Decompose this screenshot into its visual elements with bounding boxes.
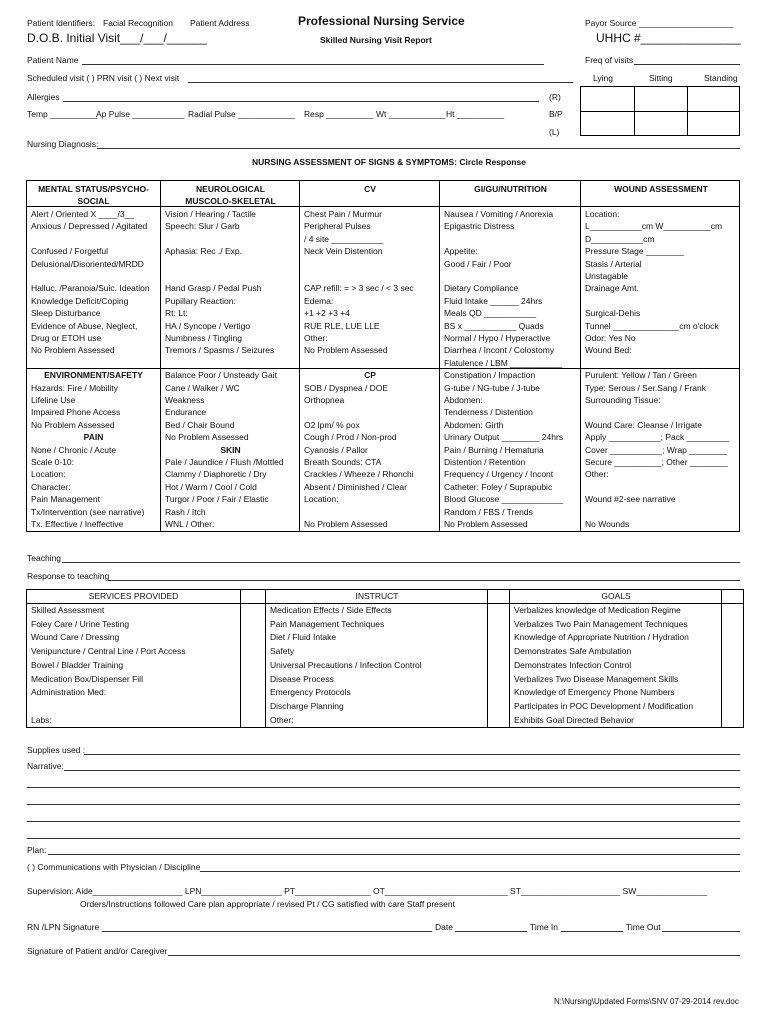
assessment-item[interactable]: Confused / Forgetful	[31, 246, 109, 257]
teaching-line[interactable]	[62, 562, 740, 563]
assessment-item[interactable]: Nausea / Vomiting / Anorexia	[444, 209, 554, 219]
instruct-item[interactable]: Pain Management Techniques	[270, 618, 385, 629]
assessment-item[interactable]: Stasis / Arterial	[585, 258, 642, 269]
col-mental-status	[27, 181, 160, 531]
next-visit-line[interactable]	[188, 82, 573, 83]
goals-item[interactable]: Knowledge of Emergency Phone Numbers	[514, 687, 675, 698]
col-header: MUSCOLO-SKELETAL	[185, 196, 276, 206]
time-out-label: Time Out	[626, 922, 661, 932]
response-teaching-label: Response to teaching	[27, 571, 110, 581]
allergies-label: Allergies	[27, 92, 60, 102]
facial-recognition-label: Facial Recognition	[103, 18, 173, 28]
communications-label: ( ) Communications with Physician / Discipline	[27, 862, 201, 872]
assessment-item[interactable]: Epigastric Distress	[444, 221, 515, 232]
assessment-item[interactable]: Knowledge Deficit/Coping	[31, 295, 129, 306]
services-item[interactable]: Venipuncture / Central Line / Port Access	[31, 646, 186, 657]
patient-signature-label: Signature of Patient and/or Caregiver	[27, 946, 168, 956]
assessment-item[interactable]: Speech: Slur / Garb	[165, 221, 240, 232]
supervision-field[interactable]: Supervision: Aide___________________ LPN_________________ PT________________ OT__________________________ ST_____________________ SW_______________	[27, 886, 708, 896]
assessment-item[interactable]: L___________cm W__________cm	[585, 221, 723, 232]
assessment-item[interactable]: Diarrhea / Incont / Colostomy	[444, 345, 555, 356]
assessment-item[interactable]: CAP refill: = > 3 sec / < 3 sec	[304, 283, 414, 294]
scheduled-visit-label: Scheduled visit ( ) PRN visit ( ) Next visit	[27, 73, 180, 83]
goals-item[interactable]: Knowledge of Appropriate Nutrition / Hydration	[514, 632, 689, 643]
services-item[interactable]: Labs:	[31, 714, 52, 725]
assessment-item[interactable]: Blood Glucose _____________	[444, 494, 564, 505]
services-table	[26, 589, 744, 728]
payor-source-field[interactable]: Payor Source ____________________	[585, 18, 734, 28]
orders-label: Orders/Instructions followed Care plan appropriate / revised Pt / CG satisfied with care Staff present	[80, 899, 455, 909]
assessment-item[interactable]: Tunnel ______________cm o'clock	[585, 320, 719, 331]
assessment-item[interactable]: Good / Fair / Poor	[444, 258, 512, 269]
supplies-line[interactable]	[84, 754, 740, 755]
goals-item[interactable]: Verbalizes Two Pain Management Techniques	[514, 618, 688, 629]
goals-item[interactable]: Verbalizes knowledge of Medication Regime	[514, 605, 681, 615]
col-cv	[299, 181, 440, 531]
assessment-item[interactable]: Abdomen:	[444, 395, 483, 405]
assessment-item[interactable]: No Wounds	[585, 519, 630, 529]
assessment-item[interactable]: Bed / Chair Bound	[165, 419, 235, 430]
narrative-line[interactable]	[27, 804, 740, 805]
services-item[interactable]: Administration Med:	[31, 687, 107, 698]
assessment-item[interactable]: Tx. Effective / Ineffective	[31, 519, 124, 529]
instruct-item[interactable]: Emergency Protocols	[270, 687, 351, 698]
communications-line[interactable]	[200, 871, 740, 872]
assessment-item[interactable]: Purulent: Yellow / Tan / Green	[585, 370, 697, 381]
services-header: SERVICES PROVIDED	[88, 591, 179, 601]
assessment-item[interactable]: Random / FBS / Trends	[444, 506, 533, 517]
goals-item[interactable]: Demonstrates Infection Control	[514, 659, 632, 670]
assessment-item[interactable]: Secure __________; Other ________	[585, 457, 728, 467]
ap-pulse-field[interactable]: Ap Pulse ___________	[96, 109, 185, 119]
assessment-item[interactable]: Tenderness / Distention	[444, 407, 533, 418]
services-check-col[interactable]	[240, 590, 266, 727]
assessment-item[interactable]: Pupillary Reaction:	[165, 295, 236, 306]
assessment-item[interactable]: Lifeline Use	[31, 395, 76, 405]
instruct-item[interactable]: Medication Effects / Side Effects	[270, 605, 392, 615]
assessment-item[interactable]: Chest Pain / Murmur	[304, 209, 382, 219]
assessment-item[interactable]: Vision / Hearing / Tactile	[165, 209, 256, 219]
patient-address-label: Patient Address	[190, 18, 250, 28]
col-gi-gu	[439, 181, 581, 531]
col-wound	[580, 181, 741, 531]
col-neurological	[160, 181, 300, 531]
services-item[interactable]: Wound Care / Dressing	[31, 632, 120, 643]
uhhc-field[interactable]: UHHC #_______________	[596, 31, 741, 45]
bp-label: B/P	[549, 109, 563, 119]
assessment-item[interactable]: Type: Serous / Ser.Sang / Frank	[585, 382, 706, 393]
assessment-item[interactable]: Orthopnea	[304, 395, 345, 405]
assessment-table	[26, 180, 740, 532]
nursing-diagnosis-label: Nursing Diagnosis:	[27, 139, 99, 149]
goals-item[interactable]: Verbalizes Two Disease Management Skills	[514, 673, 679, 684]
col-header: SOCIAL	[77, 196, 110, 206]
goals-header: GOALS	[601, 591, 631, 601]
assessment-item[interactable]: Numbness / Tingling	[165, 333, 243, 343]
sitting-label: Sitting	[649, 73, 673, 83]
assessment-item[interactable]: Pain / Burning / Hematuria	[444, 444, 544, 455]
assessment-item[interactable]: WNL / Other:	[165, 519, 215, 529]
assessment-item[interactable]: Hand Grasp / Pedal Push	[165, 283, 262, 294]
services-item[interactable]: Foley Care / Urine Testing	[31, 618, 130, 629]
lying-label: Lying	[593, 73, 614, 83]
assessment-item[interactable]: Hazards: Fire / Mobility	[31, 382, 118, 393]
assessment-item[interactable]: Aphasia: Rec ./ Exp.	[165, 246, 243, 257]
goals-item[interactable]: Demonstrates Safe Ambulation	[514, 646, 632, 657]
services-item[interactable]: Skilled Assessment	[31, 605, 105, 615]
plan-line[interactable]	[48, 854, 740, 855]
assessment-item[interactable]: Anxious / Depressed / Agitated	[31, 221, 148, 232]
assessment-item[interactable]: Evidence of Abuse, Neglect,	[31, 320, 138, 331]
time-out-line[interactable]	[662, 931, 740, 932]
assessment-item[interactable]: Surgical-Dehis	[585, 308, 641, 319]
assessment-item[interactable]: Cane / Walker / WC	[165, 382, 240, 393]
standing-label: Standing	[704, 73, 738, 83]
instruct-header: INSTRUCT	[355, 591, 399, 601]
narrative-line[interactable]	[27, 787, 740, 788]
rn-signature-line[interactable]	[102, 931, 432, 932]
assessment-item[interactable]: Cover ___________; Wrap ________	[585, 444, 728, 455]
col-header: WOUND ASSESSMENT	[614, 184, 708, 194]
ht-field[interactable]: Ht __________	[446, 109, 505, 119]
nursing-diagnosis-line[interactable]	[97, 148, 740, 149]
assessment-item[interactable]: Neck Vein Distention	[304, 246, 383, 257]
assessment-item[interactable]: Rash / Itch	[165, 506, 206, 517]
assessment-item[interactable]: Turgor / Poor / Fair / Elastic	[165, 494, 269, 505]
assessment-item[interactable]: Endurance	[165, 407, 207, 418]
dob-initial-visit-field[interactable]: D.O.B. Initial Visit___/___/______	[27, 31, 207, 45]
bp-grid[interactable]	[580, 86, 740, 136]
assessment-item[interactable]: Breath Sounds: CTA	[304, 457, 382, 467]
assessment-item[interactable]: No Problem Assessed	[304, 345, 388, 356]
assessment-item[interactable]: Wound Bed:	[585, 345, 632, 356]
narrative-line[interactable]	[64, 770, 740, 771]
supplies-label: Supplies used :	[27, 745, 86, 755]
narrative-line[interactable]	[27, 838, 740, 839]
col-header: GI/GU/NUTRITION	[474, 184, 547, 194]
assessment-item[interactable]: G-tube / NG-tube / J-tube	[444, 382, 540, 393]
assessment-item[interactable]: Pressure Stage ________	[585, 246, 684, 257]
assessment-item[interactable]: Apply ___________; Pack _________	[585, 432, 730, 443]
assessment-item[interactable]: Odor: Yes No	[585, 333, 636, 343]
assessment-item[interactable]: Halluc. /Paranoia/Suic. Ideation	[31, 283, 150, 294]
assessment-item[interactable]: Distention / Retention	[444, 457, 526, 467]
goals-item[interactable]: Exhibits Goal Directed Behavior	[514, 714, 635, 725]
assessment-item[interactable]: Normal / Hypo / Hyperactive	[444, 333, 551, 343]
assessment-item[interactable]: ENVIRONMENT/SAFETY	[44, 370, 143, 381]
assessment-item[interactable]: Constipation / Impaction	[444, 370, 536, 381]
patient-signature-line[interactable]	[168, 955, 740, 956]
assessment-item[interactable]: Location:	[585, 209, 620, 219]
instruct-item[interactable]: Universal Precautions / Infection Control	[270, 659, 422, 670]
assessment-item[interactable]: No Problem Assessed	[444, 519, 528, 529]
col-goals	[509, 590, 722, 727]
assessment-item[interactable]: Rt: Lt:	[165, 308, 188, 319]
temp-field[interactable]: Temp __________	[27, 109, 98, 119]
plan-label: Plan:	[27, 845, 47, 855]
assessment-item[interactable]: Other:	[304, 333, 328, 343]
bp-left-label: (L)	[549, 127, 560, 137]
assessment-item[interactable]: Appetite:	[444, 246, 478, 257]
time-in-label: Time In	[530, 922, 559, 932]
assessment-item[interactable]: Other:	[585, 469, 609, 480]
freq-visits-line[interactable]	[634, 64, 740, 65]
instruct-item[interactable]: Safety	[270, 646, 295, 657]
assessment-item[interactable]: None / Chronic / Acute	[31, 444, 117, 455]
instruct-check-col[interactable]	[487, 590, 510, 727]
assessment-item[interactable]: No Problem Assessed	[31, 419, 115, 430]
assessment-item[interactable]: Catheter: Foley / Suprapubic	[444, 481, 553, 492]
freq-visits-label: Freq of visits	[585, 55, 634, 65]
assessment-item[interactable]: Balance Poor / Unsteady Gait	[165, 370, 277, 381]
assessment-item[interactable]: Wound Care: Cleanse / Irrigate	[585, 419, 703, 430]
services-item[interactable]: Medication Box/Dispenser Fill	[31, 673, 143, 684]
instruct-item[interactable]: Diet / Fluid Intake	[270, 632, 337, 643]
time-in-line[interactable]	[561, 931, 623, 932]
assessment-item[interactable]: Clammy / Diaphoretic / Dry	[165, 469, 267, 480]
assessment-item[interactable]: D___________cm	[585, 233, 655, 244]
resp-field[interactable]: Resp __________	[304, 109, 374, 119]
assessment-item[interactable]: Drug or ETOH use	[31, 333, 102, 343]
assessment-item[interactable]: No Problem Assessed	[165, 432, 249, 443]
col-header: CV	[364, 184, 376, 194]
col-instruct	[265, 590, 488, 727]
assessment-item[interactable]: Flatulence / LBM ___________	[444, 357, 563, 368]
assessment-item[interactable]: Pain Management	[31, 494, 100, 505]
goals-check-col[interactable]	[721, 590, 744, 727]
assessment-item[interactable]: SKIN	[220, 444, 241, 455]
assessment-item[interactable]: Hot / Warm / Cool / Cold	[165, 481, 257, 492]
assessment-item[interactable]: Fluid Intake ______ 24hrs	[444, 295, 543, 306]
assessment-item[interactable]: Frequency / Urgency / Incont	[444, 469, 554, 480]
col-header: NEUROLOGICAL	[196, 184, 265, 194]
col-services	[27, 590, 240, 727]
assessment-item[interactable]: Cyanosis / Pallor	[304, 444, 368, 455]
assessment-item[interactable]: Abdomen: Girth	[444, 419, 504, 430]
assessment-item[interactable]: CP	[364, 370, 376, 381]
narrative-line[interactable]	[27, 821, 740, 822]
assessment-title: NURSING ASSESSMENT OF SIGNS & SYMPTOMS: Circle Response	[252, 157, 526, 167]
assessment-item[interactable]: Location:	[31, 469, 66, 480]
assessment-item[interactable]: No Problem Assessed	[304, 519, 388, 529]
assessment-item[interactable]: No Problem Assessed	[31, 345, 115, 356]
col-header: MENTAL STATUS/PSYCHO-	[38, 184, 149, 194]
date-label: Date	[435, 922, 453, 932]
instruct-item[interactable]: Disease Process	[270, 673, 334, 684]
radial-pulse-field[interactable]: Radial Pulse ____________	[188, 109, 295, 119]
wt-field[interactable]: Wt ____________	[376, 109, 446, 119]
assessment-item[interactable]: Unstagable	[585, 271, 629, 281]
page-subtitle: Skilled Nursing Visit Report	[320, 35, 432, 45]
assessment-item[interactable]: Edema:	[304, 295, 334, 306]
assessment-item[interactable]: +1 +2 +3 +4	[304, 308, 350, 319]
rn-signature-label: RN /LPN Signature	[27, 922, 100, 932]
assessment-item[interactable]: Absent / Diminished / Clear	[304, 481, 407, 492]
assessment-item[interactable]: Location:	[304, 494, 339, 505]
assessment-item[interactable]: / 4 site ___________	[304, 233, 384, 244]
assessment-item[interactable]: O2 lpm/ % pox	[304, 419, 360, 430]
narrative-label: Narrative:	[27, 761, 64, 771]
bp-right-label: (R)	[549, 92, 561, 102]
assessment-item[interactable]: Surrounding Tissue:	[585, 395, 661, 405]
response-teaching-line[interactable]	[108, 580, 740, 581]
assessment-item[interactable]: Sleep Disturbance	[31, 308, 101, 319]
assessment-item[interactable]: Crackles / Wheeze / Rhonchi	[304, 469, 414, 480]
page-title: Professional Nursing Service	[298, 14, 465, 28]
assessment-item[interactable]: Meals QD ___________	[444, 308, 537, 319]
assessment-item[interactable]: Scale 0-10:	[31, 457, 74, 467]
date-line[interactable]	[455, 931, 527, 932]
assessment-item[interactable]: Drainage Amt.	[585, 283, 639, 294]
assessment-item[interactable]: Weakness	[165, 395, 205, 405]
assessment-item[interactable]: Impaired Phone Access	[31, 407, 121, 418]
assessment-item[interactable]: Pale / Jaundice / Flush /Mottled	[165, 457, 284, 467]
allergies-line[interactable]	[63, 101, 539, 102]
goals-item[interactable]: Participates in POC Development / Modification	[514, 700, 694, 711]
assessment-item[interactable]: RUE RLE, LUE LLE	[304, 320, 380, 331]
assessment-item[interactable]: Wound #2-see narrative	[585, 494, 676, 505]
teaching-label: Teaching	[27, 553, 62, 563]
assessment-item[interactable]: SOB / Dyspnea / DOE	[304, 382, 389, 393]
assessment-item[interactable]: Dietary Compliance	[444, 283, 519, 294]
file-reference: N:\Nursing\Updated Forms\SNV 07-29-2014 rev.doc	[554, 997, 739, 1006]
assessment-item[interactable]: Peripheral Pulses	[304, 221, 371, 232]
assessment-item[interactable]: PAIN	[83, 432, 104, 443]
assessment-item[interactable]: BS x ___________ Quads	[444, 320, 544, 331]
patient-identifiers-label: Patient Identifiers:	[27, 18, 96, 28]
patient-name-line[interactable]	[82, 64, 544, 65]
assessment-item[interactable]: Character:	[31, 481, 71, 492]
patient-name-label: Patient Name	[27, 55, 79, 65]
assessment-item[interactable]: Tremors / Spasms / Seizures	[165, 345, 275, 356]
instruct-item[interactable]: Discharge Planning	[270, 700, 344, 711]
assessment-item[interactable]: Delusional/Disoriented/MRDD	[31, 258, 144, 269]
assessment-item[interactable]: HA / Syncope / Vertigo	[165, 320, 251, 331]
assessment-item[interactable]: Alert / Oriented X ____/3__	[31, 209, 135, 219]
assessment-item[interactable]: Tx/Intervention (see narrative)	[31, 506, 145, 517]
instruct-item[interactable]: Other:	[270, 714, 294, 725]
assessment-item[interactable]: Urinary Output ________ 24hrs	[444, 432, 564, 443]
assessment-item[interactable]: Cough / Prod / Non-prod	[304, 432, 397, 443]
services-item[interactable]: Bowel / Bladder Training	[31, 659, 124, 670]
